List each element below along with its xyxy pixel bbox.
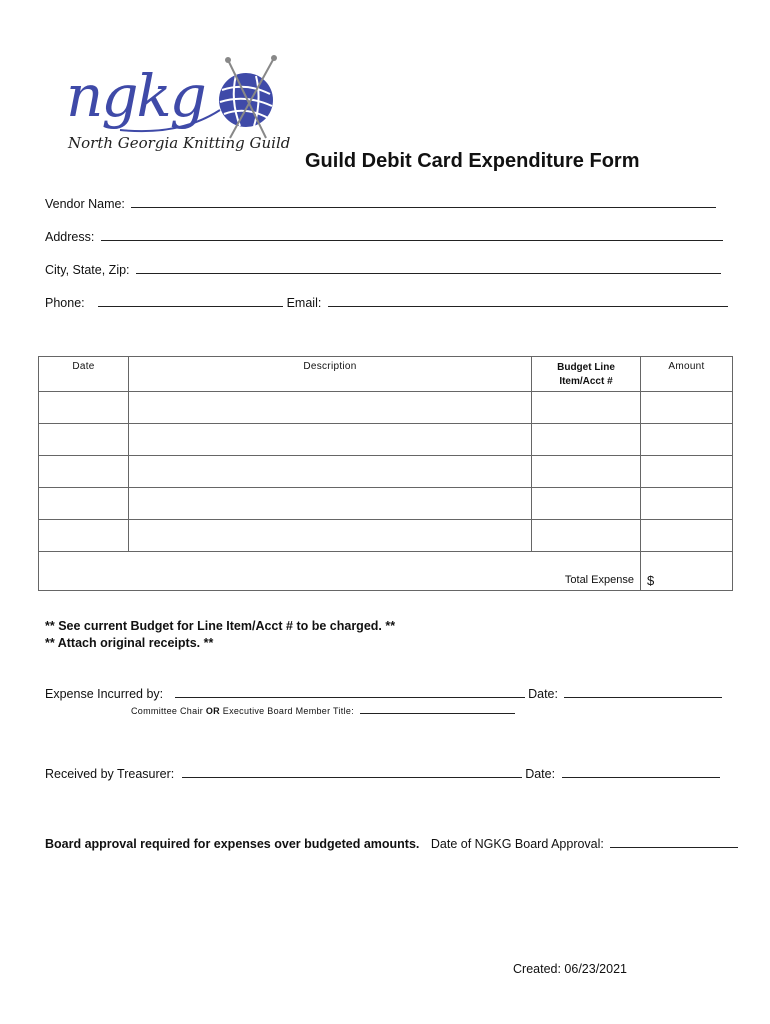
vendor-name-row — [45, 196, 716, 211]
amount-cell[interactable] — [641, 424, 733, 456]
date-cell[interactable] — [39, 488, 129, 520]
incurred-date-field[interactable] — [564, 686, 722, 698]
incurred-date-label: Date: — [528, 687, 558, 701]
phone-field[interactable] — [98, 295, 283, 307]
table-row — [39, 488, 733, 520]
expense-incurred-field[interactable] — [175, 686, 525, 698]
table-row — [39, 456, 733, 488]
notes — [45, 618, 395, 652]
table-header-row — [39, 357, 733, 392]
expense-incurred-row — [45, 686, 722, 701]
role-title-row — [131, 705, 515, 716]
city-state-zip-label: City, State, Zip: — [45, 263, 130, 277]
role-or: OR — [205, 706, 220, 716]
created-date: Created: 06/23/2021 — [513, 962, 627, 976]
budget-line-header-line1: Budget Line — [557, 362, 615, 373]
description-cell[interactable] — [129, 488, 532, 520]
form-title: Guild Debit Card Expenditure Form — [305, 150, 640, 172]
description-cell[interactable] — [129, 424, 532, 456]
amount-cell[interactable] — [641, 488, 733, 520]
board-approval-text: Board approval required for expenses over budgeted amounts. — [45, 837, 420, 851]
budget-line-cell[interactable] — [532, 520, 641, 552]
description-cell[interactable] — [129, 392, 532, 424]
logo-tagline: North Georgia Knitting Guild — [68, 134, 291, 152]
svg-text:ngkg: ngkg — [66, 62, 205, 130]
phone-email-row — [45, 295, 728, 310]
phone-label: Phone: — [45, 296, 85, 310]
board-member-title-field[interactable] — [360, 705, 515, 714]
budget-line-cell[interactable] — [532, 456, 641, 488]
date-cell[interactable] — [39, 520, 129, 552]
budget-line-header-line2: Item/Acct # — [559, 376, 613, 387]
expense-table — [38, 356, 733, 591]
receipts-note: ** Attach original receipts. ** — [45, 636, 214, 650]
date-cell[interactable] — [39, 392, 129, 424]
budget-note: ** See current Budget for Line Item/Acct # to be charged. ** — [45, 619, 396, 633]
expense-incurred-label: Expense Incurred by: — [45, 687, 164, 701]
amount-cell[interactable] — [641, 456, 733, 488]
email-label: Email: — [286, 296, 322, 310]
date-header: Date — [39, 357, 129, 392]
total-expense-field[interactable]: $ — [641, 552, 733, 591]
description-header: Description — [129, 357, 532, 392]
vendor-name-field[interactable] — [131, 196, 716, 208]
address-label: Address: — [45, 230, 95, 244]
received-date-field[interactable] — [562, 766, 720, 778]
board-approval-row — [45, 836, 738, 851]
vendor-name-label: Vendor Name: — [45, 197, 125, 211]
board-approval-date-label: Date of NGKG Board Approval: — [430, 837, 604, 851]
budget-line-header — [532, 357, 641, 392]
received-by-treasurer-row — [45, 766, 720, 781]
received-date-label: Date: — [525, 767, 556, 781]
table-row — [39, 520, 733, 552]
address-row — [45, 229, 723, 244]
email-field[interactable] — [328, 295, 728, 307]
board-approval-date-field[interactable] — [610, 836, 738, 848]
date-cell[interactable] — [39, 456, 129, 488]
city-state-zip-row — [45, 262, 721, 277]
role-committee-chair: Committee Chair — [131, 706, 204, 716]
budget-line-cell[interactable] — [532, 488, 641, 520]
budget-line-cell[interactable] — [532, 424, 641, 456]
total-row — [39, 552, 733, 591]
amount-cell[interactable] — [641, 392, 733, 424]
received-by-treasurer-label: Received by Treasurer: — [45, 767, 175, 781]
description-cell[interactable] — [129, 520, 532, 552]
table-row — [39, 424, 733, 456]
total-expense-label: Total Expense — [39, 552, 641, 591]
amount-header: Amount — [641, 357, 733, 392]
date-cell[interactable] — [39, 424, 129, 456]
role-board-member: Executive Board Member Title: — [222, 706, 355, 716]
address-field[interactable] — [101, 229, 723, 241]
table-row — [39, 392, 733, 424]
description-cell[interactable] — [129, 456, 532, 488]
ngkg-logo — [60, 38, 290, 166]
city-state-zip-field[interactable] — [136, 262, 721, 274]
amount-cell[interactable] — [641, 520, 733, 552]
budget-line-cell[interactable] — [532, 392, 641, 424]
received-by-treasurer-field[interactable] — [182, 766, 522, 778]
